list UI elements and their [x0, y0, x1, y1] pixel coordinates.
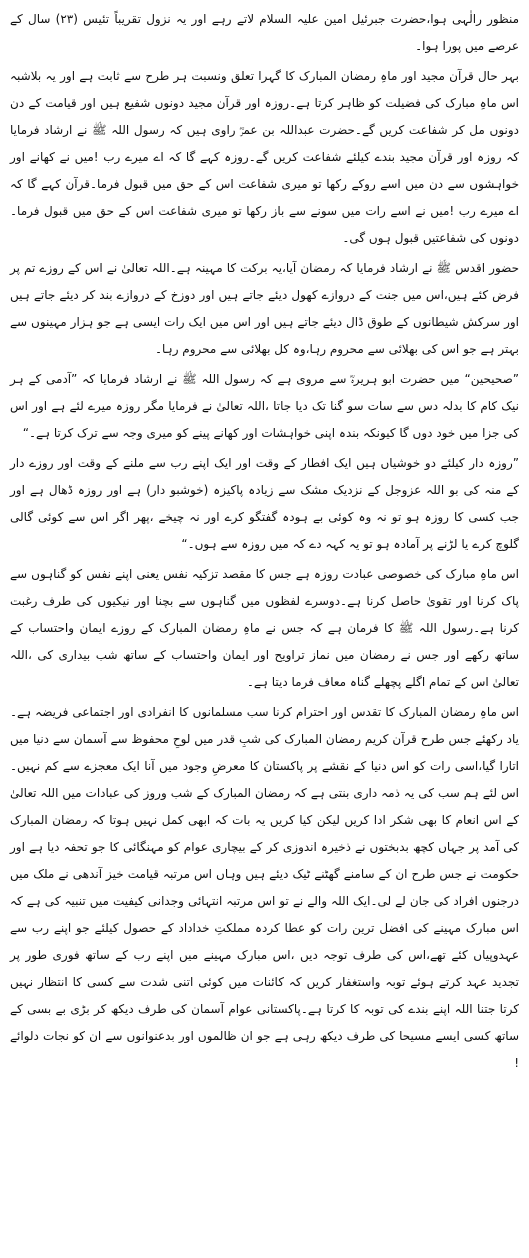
article-paragraph-6: اس ماہِ مبارک کی خصوصی عبادت روزہ ہے جس کا مقصد تزکیہ نفس یعنی اپنے نفس کو گناہوں سے پاک کرنا اور تقویٰ حاصل کرنا ہے۔دوسرے لفظوں میں گناہوں سے بچنا اور نیکیوں کی طرف رغبت کرنا ہے۔رسول اللہ ﷺ کا فرمان ہے کہ جس نے ماہِ رمضان المبارک کے روزے ایمان واحتساب کے ساتھ رکھے اور جس نے رمضان میں نماز تراویح اور ایمان واحتساب کے ساتھ شب بیداری کی ،اللہ تعالیٰ اس کے تمام اگلے پچھلے گناہ معاف فرما دیتا ہے۔	[10, 567, 519, 689]
article-paragraph-3: حضور اقدس ﷺ نے ارشاد فرمایا کہ رمضان آیا،یہ برکت کا مہینہ ہے۔اللہ تعالیٰ نے اس کے روزے تم پر فرض کئے ہیں،اس میں جنت کے دروازے کھول دیئے جاتے ہیں اور دوزخ کے دروازے بند کر دیئے جاتے ہیں اور سرکش شیطانوں کے طوق ڈال دیئے جاتے ہیں اور اس میں ایک رات ایسی ہے جو ہزار مہینوں سے بہتر ہے جو اس کی بھلائی سے محروم رہا،وہ کل بھلائی سے محروم رہا۔	[10, 261, 519, 356]
article-paragraph-4: ”صحیحین“ میں حضرت ابو ہریرہؓ سے مروی ہے کہ رسول اللہ ﷺ نے ارشاد فرمایا کہ ”آدمی کے ہر نیک کام کا بدلہ دس سے سات سو گنا تک دیا جاتا ،اللہ تعالیٰ نے فرمایا مگر روزہ میرے لئے ہے اور اس کی جزا میں خود دوں گا کیونکہ بندہ اپنی خواہشات اور کھانے پینے کو میری وجہ سے ترک کرتا ہے۔“	[10, 372, 519, 440]
article-paragraph-2: بہر حال قرآن مجید اور ماہِ رمضان المبارک کا گہرا تعلق ونسبت ہر طرح سے ثابت ہے اور یہ بلاشبہ اس ماہِ مبارک کی فضیلت کو ظاہر کرتا ہے۔روزہ اور قرآن مجید دونوں شفیع ہیں اور قیامت کے دن دونوں مل کر شفاعت کریں گے۔حضرت عبداللہ بن عمرؓ راوی ہیں کہ رسول اللہ ﷺ نے ارشاد فرمایا کہ روزہ اور قرآن مجید بندے کیلئے شفاعت کریں گے۔روزہ کہے گا کہ اے میرے رب !میں نے کھانے اور خواہشوں سے دن میں اسے روکے رکھا تو میری شفاعت اس کے حق میں قبول فرما۔قرآن کہے گا کہ اے میرے رب !میں نے اسے رات میں سونے سے باز رکھا تو میری شفاعت اس کے حق میں قبول فرما۔دونوں کی شفاعتیں قبول ہوں گی۔	[10, 69, 519, 245]
article-paragraph-1: منظور رالٰہی ہوا،حضرت جبرئیل امین علیہ السلام لاتے رہے اور یہ نزول تقریباً تئیس (۲۳) سال کے عرصے میں پورا ہوا۔	[10, 12, 519, 53]
article-paragraph-7: اس ماہِ رمضان المبارک کا تقدس اور احترام کرنا سب مسلمانوں کا انفرادی اور اجتماعی فریضہ ہے۔یاد رکھئے جس طرح قرآن کریم رمضان المبارک کی شبِ قدر میں لوحِ محفوظ سے آسمان سے دنیا میں اتارا گیا،اسی رات کو اس دنیا کے نقشے پر پاکستان کا معرضِ وجود میں آنا ایک معجزے سے کم نہیں۔اس لئے ہم سب کی یہ ذمہ داری بنتی ہے کہ رمضان المبارک کے شب وروز کی عبادات میں اللہ تعالیٰ کے اس انعام کا بھی شکر ادا کریں لیکن کیا کریں یہ بات کہ ابھی کمل نہیں ہوتا کہ رمضان المبارک کی آمد پر جہاں کچھ بدبختوں نے ذخیرہ اندوزی کر کے بیچاری عوام کو مہنگائی کا جو تحفہ دیا ہے اور حکومت نے جس طرح ان کے سامنے گھٹنے ٹیک دیئے ہیں وہاں اس مرتبہ قیامت خیز آندھی نے ملک میں درجنوں افراد کی جان لے لی۔ایک اللہ والے نے تو اس مرتبہ انتہائی وجدانی کیفیت میں تنبیہ کی ہے کہ اس مبارک مہینے کی افضل ترین رات کو عطا کردہ مملکتِ خداداد کے حصول کیلئے جو اپنے رب سے عہدوپیاں کئے تھے،اس کی طرف توجہ دیں ،اس مبارک مہینے میں اپنے رب کے ساتھ فوری طور پر تجدید عہد کرتے ہوئے توبہ واستغفار کریں کہ کائنات میں کوئی اتنی شدت سے کسی کا انتظار نہیں کرتا جتنا اللہ اپنے بندے کی توبہ کا کرتا ہے۔پاکستانی عوام آسمان کی طرف دیکھ کر بڑی بے بسی کے ساتھ کسی ایسے مسیحا کی طرف دیکھ رہی ہے جو ان ظالموں اور بدعنوانوں سے ان کو نجات دلوائے !	[10, 705, 519, 1070]
article-paragraph-5: ”روزہ دار کیلئے دو خوشیاں ہیں ایک افطار کے وقت اور ایک اپنے رب سے ملنے کے وقت اور روزے دار کے منہ کی بو اللہ عزوجل کے نزدیک مشک سے زیادہ پاکیزہ (خوشبو دار) ہے اور روزہ ڈھال ہے اور جب کسی کا روزہ ہو تو نہ وہ کوئی بے ہودہ گفتگو کرے اور نہ چیخے ،پھر اگر اس سے کوئی گالی گلوچ کرے یا لڑنے پر آمادہ ہو تو یہ کہہ دے کہ میں روزہ سے ہوں۔“	[10, 456, 519, 551]
